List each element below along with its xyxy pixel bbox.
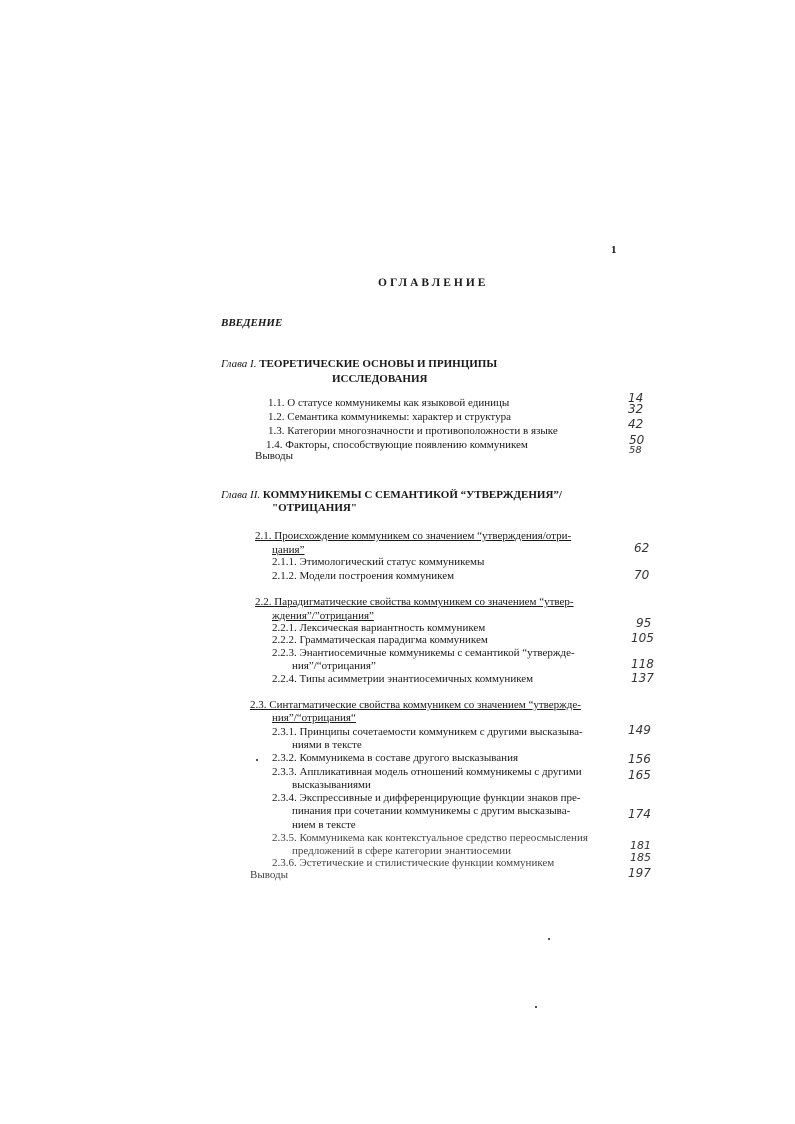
chapter2-title-cont: "ОТРИЦАНИЯ" — [272, 502, 357, 514]
toc-entry: 2.2.2. Грамматическая парадигма коммуникем — [272, 634, 488, 646]
section-heading-cont: ния”/“отрицания“ — [272, 712, 356, 724]
handwritten-page: 197 — [628, 866, 651, 880]
chapter1-title: ТЕОРЕТИЧЕСКИЕ ОСНОВЫ И ПРИНЦИПЫ — [259, 358, 498, 370]
intro-entry: ВВЕДЕНИЕ — [221, 317, 283, 329]
handwritten-page: 181 — [630, 839, 651, 852]
toc-entry-cont: ниями в тексте — [292, 739, 362, 751]
handwritten-page: 149 — [628, 723, 651, 737]
handwritten-page: 185 — [630, 851, 651, 864]
toc-title: ОГЛАВЛЕНИЕ — [378, 277, 489, 289]
chapter1-title-cont: ИССЛЕДОВАНИЯ — [332, 373, 428, 385]
handwritten-page: 32 — [628, 402, 644, 416]
toc-entry-cont: нием в тексте — [292, 819, 356, 831]
handwritten-page: 118 — [631, 657, 654, 671]
toc-entry-cont: предложений в сфере категории энантиосемии — [292, 845, 511, 857]
toc-entry: 2.3.5. Коммуникема как контекстуальное средство переосмысления — [272, 832, 588, 844]
toc-entry: 2.1.2. Модели построения коммуникем — [272, 570, 455, 582]
toc-conclusions: Выводы — [250, 869, 289, 881]
toc-entry-cont: ния”/“отрицания” — [292, 660, 376, 672]
toc-conclusions: Выводы — [255, 450, 294, 462]
handwritten-page: 14 — [628, 391, 644, 405]
section-heading-cont: ждения”/”отрицания” — [272, 610, 374, 622]
chapter2-label: Глава II. — [221, 489, 261, 501]
chapter1-label: Глава I. — [221, 358, 257, 370]
toc-entry-cont: пинания при сочетании коммуникемы с другим высказыва- — [292, 805, 571, 817]
toc-entry: 2.3.1. Принципы сочетаемости коммуникем с другими высказыва- — [272, 726, 583, 738]
chapter1-heading — [221, 358, 497, 371]
handwritten-page: 174 — [628, 807, 651, 821]
handwritten-page: 156 — [628, 752, 651, 766]
handwritten-page: 58 — [629, 445, 642, 456]
handwritten-page: 50 — [629, 433, 645, 447]
section-heading-cont: цания” — [272, 544, 305, 556]
handwritten-page: 105 — [631, 631, 654, 645]
handwritten-page: 137 — [631, 671, 654, 685]
page-number: 1 — [611, 244, 617, 256]
toc-entry: 2.2.3. Энантиосемичные коммуникемы с семантикой “утвержде- — [272, 647, 575, 659]
toc-entry: 1.1. О статусе коммуникемы как языковой единицы — [268, 397, 510, 409]
toc-entry: 2.2.1. Лексическая вариантность коммуникем — [272, 622, 486, 634]
toc-entry: 1.3. Категории многозначности и противоположности в языке — [268, 425, 558, 437]
handwritten-page: 62 — [634, 541, 650, 555]
chapter2-title: КОММУНИКЕМЫ С СЕМАНТИКОЙ “УТВЕРЖДЕНИЯ”/ — [262, 489, 562, 501]
toc-entry: 1.4. Факторы, способствующие появлению коммуникем — [266, 439, 528, 451]
toc-entry: 2.3.3. Аппликативная модель отношений коммуникемы с другими — [272, 766, 582, 778]
scan-speck — [535, 1006, 537, 1008]
toc-entry: 2.3.2. Коммуникема в составе другого высказывания — [272, 752, 519, 764]
toc-entry: 2.3.6. Эстетические и стилистические функции коммуникем — [272, 857, 555, 869]
handwritten-page: 95 — [636, 616, 652, 630]
toc-entry: 1.2. Семантика коммуникемы: характер и структура — [268, 411, 511, 423]
section-heading: 2.1. Происхождение коммуникем со значением “утверждения/отри- — [255, 530, 572, 542]
handwritten-page: 70 — [634, 568, 650, 582]
handwritten-page: 42 — [628, 417, 644, 431]
handwritten-page: 165 — [628, 768, 651, 782]
toc-entry-cont: высказываниями — [292, 779, 371, 791]
toc-entry: 2.1.1. Этимологический статус коммуникемы — [272, 556, 485, 568]
toc-entry: 2.3.4. Экспрессивные и дифференцирующие функции знаков пре- — [272, 792, 581, 804]
scan-speck — [256, 759, 258, 761]
scan-speck — [548, 938, 550, 940]
chapter2-heading — [221, 489, 562, 502]
toc-entry: 2.2.4. Типы асимметрии энантиосемичных коммуникем — [272, 673, 534, 685]
section-heading: 2.2. Парадигматические свойства коммуникем со значением “утвер- — [255, 596, 574, 608]
section-heading: 2.3. Синтагматические свойства коммуникем со значением “утвержде- — [250, 699, 581, 711]
